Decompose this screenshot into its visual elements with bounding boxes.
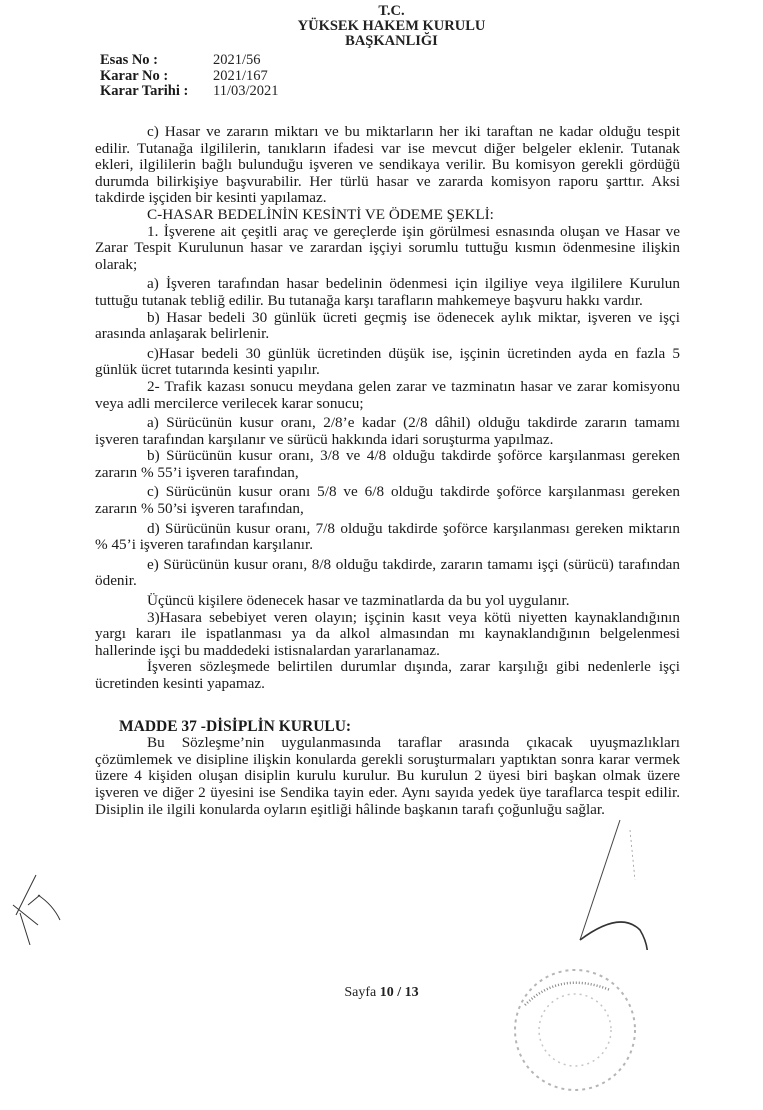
meta-value: 2021/56 [213,52,261,68]
paragraph-article-37: Bu Sözleşme’nin uygulanmasında taraflar arasında çıkacak uyuşmazlıkları çözümlemek ve disipline ilişkin konularda gerekli soruşturmaları yaptıktan sonra karar vermek üzere 4 kişiden oluşan disiplin kurulu kurulur. Bu kurulun 2 üyesi biri başkan olmak üzere işveren ve diğer 2 üyesini ise Sendika tayin eder. Aynı sayıda yedek üye taraflarca tespit edilir. Disiplin ile ilgili konularda oyların eşitliği hâlinde başkanın tarafı çoğunluğu sağlar. [95,734,680,818]
handwritten-initials [8,865,68,950]
meta-label: Esas No : [100,52,159,68]
meta-karar-tarihi [100,84,279,100]
case-metadata [100,53,279,100]
paragraph-damage-determination: c) Hasar ve zararın miktarı ve bu miktarların her iki taraftan ne kadar olduğu tespit edilir. Tutanağa ilgililerin, tanıkların ifadesi var ise mevcut diğer belgeler eklenir. Tutanak ekleri, ilgililerin bağlı bulunduğu işveren ve sendikaya verilir. Bu komisyon gerekli gördüğü durumda bilirkişiye başvurabilir. Her türlü hasar ve zararda komisyon raporu şarttır. Aksi takdirde işçiden bir kesinti yapılamaz. [95,123,680,207]
header-institution: YÜKSEK HAKEM KURULU [297,18,486,34]
official-seal-stamp [500,955,650,1110]
meta-esas-no [100,53,279,69]
paragraph-third-parties: Üçüncü kişilere ödenecek hasar ve tazminatlarda da bu yol uygulanır. [147,592,570,610]
paragraph-item-1a: a) İşveren tarafından hasar bedelinin ödenmesi için ilgiliye veya ilgililere Kurulun tuttuğu tutanak tebliğ edilir. Bu tutanağa karşı tarafların mahkemeye başvuru hakkı vardır. [95,275,680,309]
meta-value: 2021/167 [213,67,268,84]
page-current: 10 [379,985,394,1000]
meta-label: Karar Tarihi : [100,83,189,99]
paragraph-item-2c: c) Sürücünün kusur oranı 5/8 ve 6/8 olduğu takdirde şoförce karşılanması gereken zararın % 50’si işveren tarafından, [95,483,680,518]
document-body [95,124,680,818]
paragraph-item-3: 3)Hasara sebebiyet veren olayın; işçinin kasıt veya kötü niyetten kaynaklandığının yargı kararı ile ispatlanması ya da alkol almasından mı kaynaklandığının belgelenmesi hallerinde işçi bu maddedeki istisnalardan yararlanamaz. [95,608,680,659]
page-total: 13 [404,985,419,1000]
paragraph-item-1b: b) Hasar bedeli 30 günlük ücreti geçmiş ise ödenecek aylık miktar, işveren ve işçi arasında anlaşarak belirlenir. [95,308,680,343]
signature [560,800,670,955]
meta-value: 11/03/2021 [213,83,279,99]
paragraph-item-2d: d) Sürücünün kusur oranı, 7/8 olduğu takdirde şoförce karşılanması gereken miktarın % 45’i işveren tarafından karşılanır. [95,519,680,554]
paragraph-item-2: 2- Trafik kazası sonucu meydana gelen zarar ve tazminatın hasar ve zarar komisyonu veya adli mercilerce verilecek karar sonucu; [95,377,680,412]
document-header [0,4,763,49]
paragraph-employer-deduction: İşveren sözleşmede belirtilen durumlar dışında, zarar karşılığı gibi nedenlerle işçi ücretinden kesinti yapamaz. [95,658,680,692]
header-department: BAŞKANLIĞI [345,33,438,49]
meta-karar-no [100,69,279,85]
page-number [0,985,763,1001]
paragraph-item-2b: b) Sürücünün kusur oranı, 3/8 ve 4/8 olduğu takdirde şoförce karşılanması gereken zararın % 55’i işveren tarafından, [95,447,680,481]
paragraph-item-1: 1. İşverene ait çeşitli araç ve gereçlerde işin görülmesi esnasında oluşan ve Hasar ve Zarar Tespit Kurulunun hasar ve zarardan işçiyi sorumlu tuttuğu kısmın ödenmesine ilişkin olarak; [95,222,680,273]
paragraph-item-2e: e) Sürücünün kusur oranı, 8/8 olduğu takdirde, zararın tamamı işçi (sürücü) tarafından ödenir. [95,555,680,590]
section-title-damage-payment: C-HASAR BEDELİNİN KESİNTİ VE ÖDEME ŞEKLİ: [147,205,494,223]
page-separator: / [397,985,402,1000]
meta-label: Karar No : [100,67,169,84]
article-37-title: MADDE 37 -DİSİPLİN KURULU: [119,717,352,735]
header-tc: T.C. [378,3,405,19]
paragraph-item-2a: a) Sürücünün kusur oranı, 2/8’e kadar (2/8 dâhil) olduğu takdirde zararın tamamı işveren tarafından karşılanır ve sürücü hakkında idari soruşturma yapılmaz. [95,414,680,448]
page-prefix: Sayfa [344,985,377,1000]
paragraph-item-1c: c)Hasar bedeli 30 günlük ücretinden düşük ise, işçinin ücretinden ayda en fazla 5 günlük ücret tutarında kesinti yapılır. [95,344,680,379]
